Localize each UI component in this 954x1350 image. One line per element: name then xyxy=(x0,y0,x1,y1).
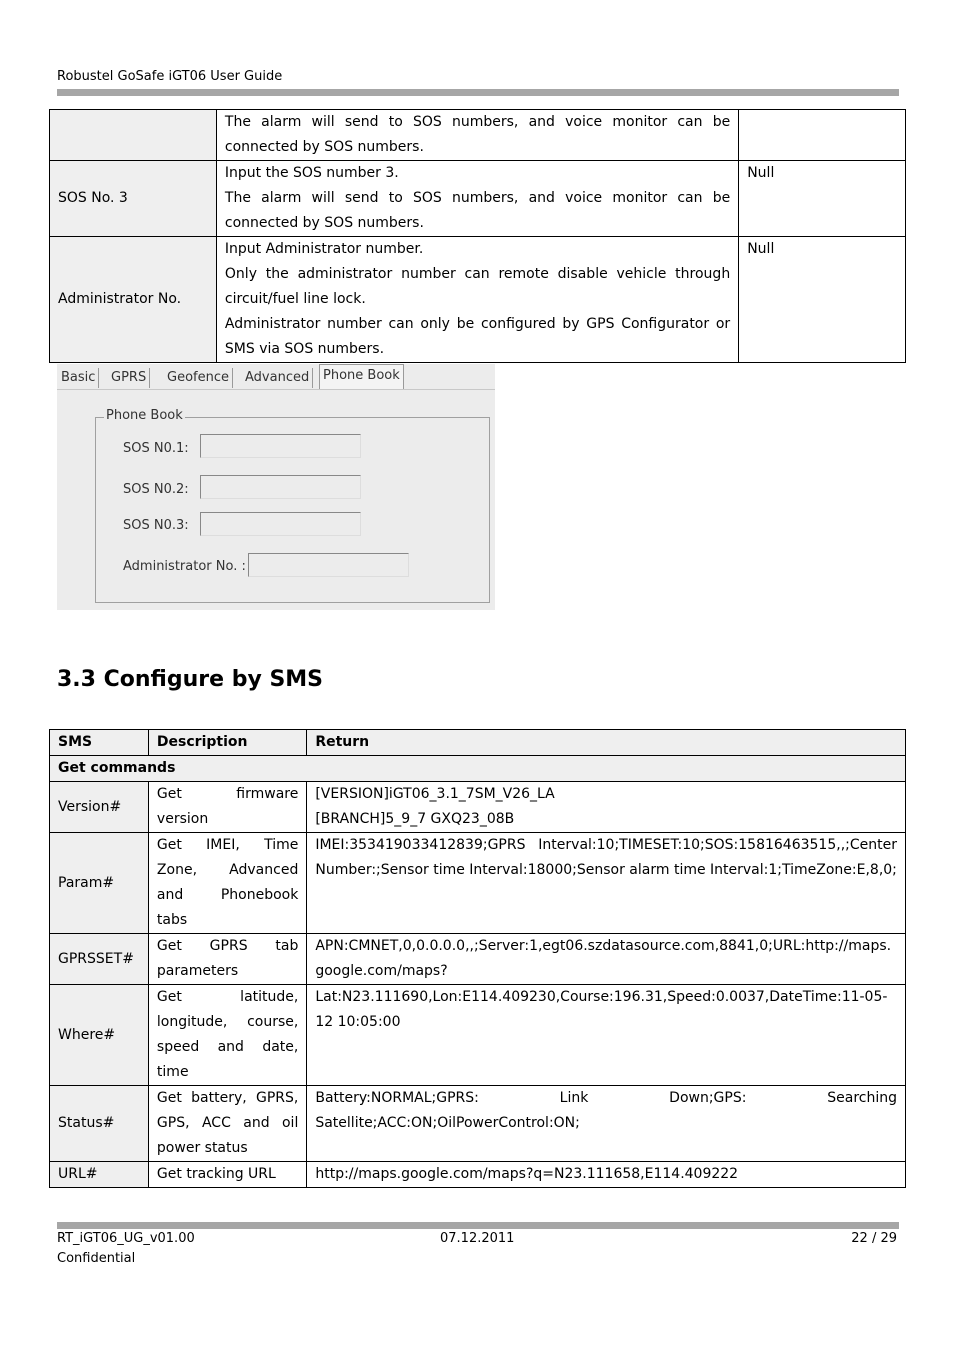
tab-basic[interactable]: Basic xyxy=(58,368,99,388)
param-default-cell xyxy=(739,110,906,161)
sms-command-cell: Param# xyxy=(50,833,149,934)
column-header: SMS xyxy=(50,730,149,756)
column-header: Return xyxy=(307,730,906,756)
table-row xyxy=(50,110,906,161)
group-row xyxy=(50,756,906,782)
header-title: Robustel GoSafe iGT06 User Guide xyxy=(57,69,283,84)
param-default-cell: Null xyxy=(739,237,906,363)
phone-book-group-title: Phone Book xyxy=(106,408,183,423)
table-row xyxy=(50,833,906,934)
sms-command-cell: Where# xyxy=(50,985,149,1086)
sms-desc-cell: Get tracking URL xyxy=(148,1162,306,1188)
sos1-input[interactable] xyxy=(200,434,361,458)
phone-book-dialog xyxy=(57,364,495,610)
sos3-input[interactable] xyxy=(200,512,361,536)
table-row xyxy=(50,985,906,1086)
sms-return-cell: http://maps.google.com/maps?q=N23.111658,E114.409222 xyxy=(307,1162,906,1188)
param-desc-cell: Input the SOS number 3. The alarm will send to SOS numbers, and voice monitor can be connected by SOS numbers. xyxy=(216,161,738,237)
param-desc-cell: Input Administrator number. Only the administrator number can remote disable vehicle through circuit/fuel line lock. Administrator number can only be configured by GPS Configurator or SMS via SOS numbers. xyxy=(216,237,738,363)
sms-command-cell: Status# xyxy=(50,1086,149,1162)
sms-command-cell: URL# xyxy=(50,1162,149,1188)
administrator-input[interactable] xyxy=(248,553,409,577)
sms-return-cell: Lat:N23.111690,Lon:E114.409230,Course:196.31,Speed:0.0037,DateTime:11-05-12 10:05:00 xyxy=(307,985,906,1086)
sms-desc-cell: Get battery, GPRS, GPS, ACC and oil power status xyxy=(148,1086,306,1162)
param-name-cell: SOS No. 3 xyxy=(50,161,217,237)
administrator-label: Administrator No. : xyxy=(123,559,246,574)
sms-return-cell: IMEI:353419033412839;GPRS Interval:10;TIMESET:10;SOS:15816463515,,;Center Number:;Sensor time Interval:18000;Sensor alarm time Interval:1;TimeZone:E,8,0; xyxy=(307,833,906,934)
sms-command-cell: GPRSSET# xyxy=(50,934,149,985)
sos2-input[interactable] xyxy=(200,475,361,499)
sos1-label: SOS N0.1: xyxy=(123,441,189,456)
header-rule xyxy=(57,89,899,96)
table-row xyxy=(50,1086,906,1162)
sms-desc-cell: Get GPRS tab parameters xyxy=(148,934,306,985)
tab-phone-book[interactable]: Phone Book xyxy=(319,364,404,389)
tab-divider xyxy=(57,389,495,390)
table-row xyxy=(50,1162,906,1188)
table-row xyxy=(50,237,906,363)
tab-geofence[interactable]: Geofence xyxy=(164,368,233,388)
footer-doc-id: RT_iGT06_UG_v01.00 xyxy=(57,1231,195,1246)
phonebook-parameter-table xyxy=(49,109,906,363)
table-row xyxy=(50,782,906,833)
param-name-cell xyxy=(50,110,217,161)
table-header-row xyxy=(50,730,906,756)
tab-gprs[interactable]: GPRS xyxy=(108,368,150,388)
table-row xyxy=(50,934,906,985)
param-default-cell: Null xyxy=(739,161,906,237)
section-heading: 3.3 Configure by SMS xyxy=(57,667,324,692)
sms-command-cell: Version# xyxy=(50,782,149,833)
footer-classification: Confidential xyxy=(57,1251,136,1266)
footer-date: 07.12.2011 xyxy=(440,1231,515,1246)
sms-desc-cell: Get IMEI, Time Zone, Advanced and Phonebook tabs xyxy=(148,833,306,934)
sms-return-cell: Battery:NORMAL;GPRS: Link Down;GPS: Searching Satellite;ACC:ON;OilPowerControl:ON; xyxy=(307,1086,906,1162)
sos3-label: SOS N0.3: xyxy=(123,518,189,533)
tab-bar xyxy=(57,364,495,390)
param-name-cell: Administrator No. xyxy=(50,237,217,363)
sms-return-cell: APN:CMNET,0,0.0.0.0,,;Server:1,egt06.szdatasource.com,8841,0;URL:http://maps.google.com/maps? xyxy=(307,934,906,985)
param-desc-cell: The alarm will send to SOS numbers, and voice monitor can be connected by SOS numbers. xyxy=(216,110,738,161)
tab-advanced[interactable]: Advanced xyxy=(242,368,313,388)
sms-commands-table xyxy=(49,729,906,1188)
table-row xyxy=(50,161,906,237)
sms-return-cell: [VERSION]iGT06_3.1_7SM_V26_LA [BRANCH]5_9_7 GXQ23_08B xyxy=(307,782,906,833)
column-header: Description xyxy=(148,730,306,756)
sos2-label: SOS N0.2: xyxy=(123,482,189,497)
footer-page-number: 22 / 29 xyxy=(851,1231,897,1246)
sms-desc-cell: Get latitude, longitude, course, speed and date, time xyxy=(148,985,306,1086)
footer-rule xyxy=(57,1222,899,1229)
group-label: Get commands xyxy=(50,756,906,782)
sms-desc-cell: Get firmware version xyxy=(148,782,306,833)
